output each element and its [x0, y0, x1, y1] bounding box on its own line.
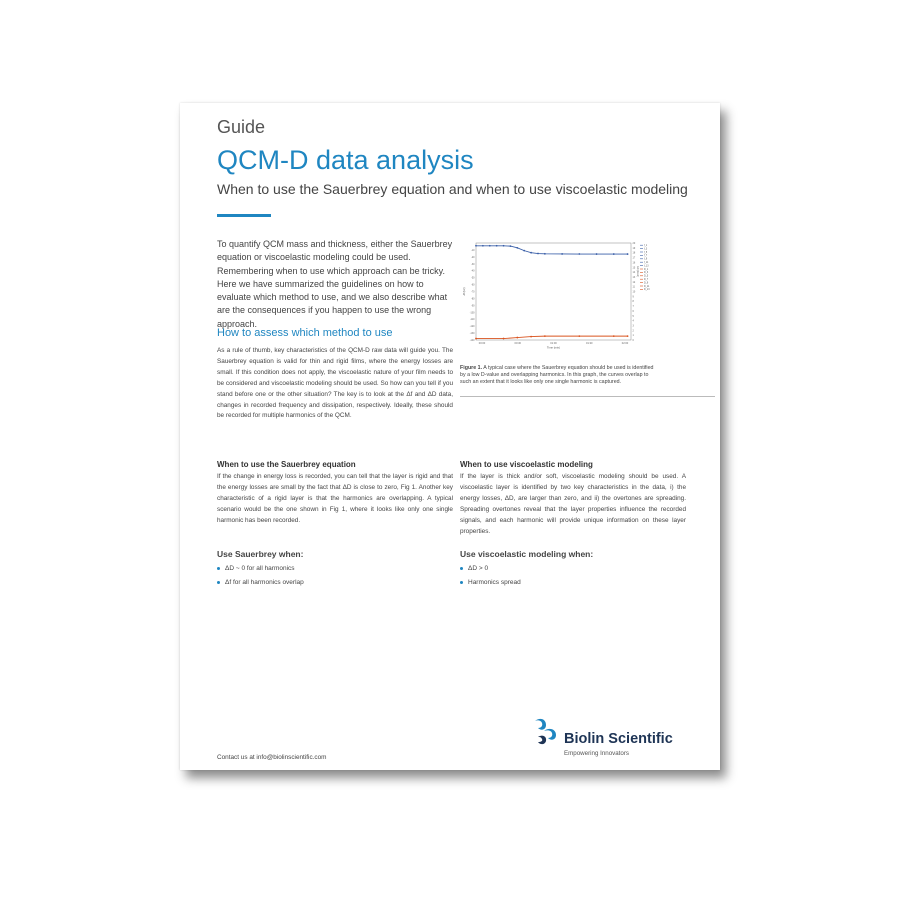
- bullet-text: Harmonics spread: [468, 579, 521, 586]
- figure-caption-label: Figure 1.: [460, 365, 483, 371]
- data-point: [503, 338, 505, 340]
- y-tick-label: -100: [469, 311, 475, 315]
- y2-tick-label: 12: [632, 280, 636, 284]
- y2-tick-label: 7: [632, 305, 634, 309]
- data-point: [516, 247, 518, 249]
- y2-tick-label: 14: [632, 271, 636, 275]
- legend-entry: D_11: [644, 285, 650, 288]
- figure-caption-text: A typical case where the Sauerbrey equation should be used is identified by a low D-value and overlapping harmonics. In this graph, the curves overlap to such an extent that it looks like only one single harmonic is captured.: [460, 365, 654, 385]
- figure-chart: [460, 239, 658, 351]
- list-item: [460, 579, 521, 586]
- data-point: [537, 253, 539, 255]
- y-tick-label: -20: [471, 255, 475, 259]
- data-point: [496, 245, 498, 247]
- legend-entry: D_9: [644, 282, 649, 285]
- bullet-icon: [217, 567, 220, 570]
- viscoelastic-bullets: [460, 565, 521, 593]
- y2-tick-label: 15: [632, 266, 636, 270]
- data-point: [544, 335, 546, 337]
- guide-label: Guide: [217, 117, 266, 137]
- y2-tick-label: 8: [632, 300, 634, 304]
- data-point: [482, 245, 484, 247]
- x-tick-label: 00:00: [478, 342, 486, 345]
- data-point: [613, 253, 615, 255]
- use-viscoelastic-heading: Use viscoelastic modeling when:: [460, 549, 594, 559]
- logo-wordmark: Biolin Scientific: [564, 731, 673, 747]
- legend-entry: D_7: [644, 279, 649, 281]
- y2-tick-label: 10: [632, 290, 636, 294]
- y-tick-label: -120: [469, 325, 475, 329]
- bullet-icon: [460, 581, 463, 584]
- y-tick-label: -130: [469, 332, 475, 336]
- legend-entry: D_5: [644, 275, 649, 278]
- data-point: [523, 250, 525, 252]
- y-tick-label: -50: [471, 276, 475, 280]
- viscoelastic-paragraph: If the layer is thick and/or soft, viscoelastic modeling should be used. A viscoelastic layer is identified by two key characteristics in the data, i) the energy losses, ΔD, are larger than zero, and ii) the overtones are spreading. Spreading overtones reveal that the layer properties influence the recorded signals, and each harmonic will provide unique information on these layer properties.: [460, 473, 686, 535]
- contact-text: Contact us at info@biolinscientific.com: [217, 754, 327, 761]
- legend-entry: D_3: [644, 272, 649, 275]
- data-point: [489, 245, 491, 247]
- x-tick-label: 01:00: [550, 342, 557, 345]
- title-underline: [217, 214, 271, 217]
- y2-tick-label: 18: [632, 251, 636, 255]
- data-point: [530, 252, 532, 254]
- y2-tick-label: 20: [632, 242, 636, 245]
- x-tick-label: 01:30: [586, 342, 593, 345]
- y-tick-label: -60: [471, 283, 475, 287]
- legend-entry: f_9: [644, 258, 648, 261]
- bullet-icon: [460, 567, 463, 570]
- list-item: [217, 565, 304, 572]
- y-tick-label: -140: [469, 339, 475, 342]
- document-page: [180, 103, 720, 770]
- y-tick-label: -70: [471, 290, 475, 294]
- x-axis-label: Time (min): [546, 345, 561, 350]
- page-subtitle: When to use the Sauerbrey equation and when to use viscoelastic modeling: [217, 181, 688, 197]
- plot-area: [476, 243, 631, 340]
- assess-heading: How to assess which method to use: [217, 327, 393, 339]
- sauerbrey-heading: When to use the Sauerbrey equation: [217, 460, 356, 469]
- viscoelastic-heading: When to use viscoelastic modeling: [460, 460, 593, 469]
- bullet-icon: [217, 581, 220, 584]
- data-point: [561, 253, 563, 255]
- y2-tick-label: 2: [632, 329, 634, 333]
- y2-tick-label: 4: [632, 319, 634, 323]
- legend-entry: D_1: [644, 268, 649, 271]
- intro-paragraph: To quantify QCM mass and thickness, either the Sauerbrey equation or viscoelastic modeling could be used. Remembering when to use which approach can be tricky. Here we have summarized the guidelines on how to evaluate which method to use, and we also describe what are the consequences if you happen to use the wrong approach.: [217, 239, 453, 329]
- y-axis-label: Δf (Hz): [463, 287, 466, 296]
- y2-tick-label: 5: [632, 314, 634, 318]
- y2-tick-label: 9: [632, 295, 634, 299]
- data-point: [475, 338, 477, 340]
- y2-tick-label: 13: [632, 275, 636, 279]
- y-tick-label: -80: [471, 297, 475, 301]
- data-point: [578, 253, 580, 255]
- company-logo: [530, 715, 710, 765]
- data-point: [596, 253, 598, 255]
- sauerbrey-paragraph: If the change in energy loss is recorded, you can tell that the layer is rigid and that the energy losses are small by the fact that ΔD is close to zero, Fig 1. Another key characteristic of a rigid layer is that the harmonics are overlapping. A typical scenario would be the one shown in Fig 1, where it looks like only one single harmonic has been recorded.: [217, 473, 453, 524]
- biolin-logo-icon: [532, 715, 562, 747]
- page-title: QCM-D data analysis: [217, 145, 474, 175]
- data-point: [544, 253, 546, 255]
- data-point: [516, 337, 518, 339]
- y2-axis-label: ΔD (1E-6): [636, 266, 639, 277]
- data-point: [475, 245, 477, 247]
- legend-entry: f_1: [644, 245, 648, 247]
- data-point: [503, 245, 505, 247]
- sauerbrey-bullets: [217, 565, 304, 593]
- data-point: [510, 245, 512, 247]
- y2-tick-label: 17: [632, 256, 636, 260]
- y-tick-label: -90: [471, 304, 475, 308]
- bullet-text: ΔD ~ 0 for all harmonics: [225, 565, 295, 572]
- y2-tick-label: 0: [632, 339, 634, 342]
- legend-entry: f_3: [644, 248, 648, 251]
- data-point: [578, 335, 580, 337]
- legend-entry: f_5: [644, 251, 648, 254]
- y2-tick-label: 3: [632, 324, 634, 328]
- y-tick-label: -10: [471, 248, 475, 252]
- legend-entry: f_7: [644, 255, 648, 258]
- y-tick-label: -110: [469, 318, 475, 322]
- y2-tick-label: 16: [632, 261, 636, 265]
- data-point: [613, 335, 615, 337]
- assess-paragraph: As a rule of thumb, key characteristics of the QCM-D raw data will guide you. The Sauerbrey equation is valid for thin and rigid films, where the energy losses are small. If this condition does not apply, the viscoelastic nature of your film needs to be considered and viscoelastic modeling should be used. So how can you tell if you stand before one or the other situation? The key is to look at the Δf and ΔD data, changes in recorded frequency and dissipation, respectively. Ideally, these should be recorded for multiple harmonics of the QCM.: [217, 347, 453, 420]
- legend-entry: f_11: [644, 262, 649, 264]
- data-point: [627, 335, 629, 337]
- y-tick-label: -30: [471, 262, 475, 266]
- legend-entry: D_13: [644, 289, 650, 292]
- figure-caption: [460, 365, 660, 386]
- list-item: [217, 579, 304, 586]
- y-tick-label: -40: [471, 269, 475, 273]
- y2-tick-label: 6: [632, 309, 634, 313]
- bullet-text: ΔD > 0: [468, 565, 489, 572]
- figure-divider: [460, 396, 715, 397]
- bullet-text: Δf for all harmonics overlap: [225, 579, 304, 586]
- use-sauerbrey-heading: Use Sauerbrey when:: [217, 549, 304, 559]
- y2-tick-label: 11: [632, 285, 635, 289]
- logo-tagline: Empowering Innovators: [564, 750, 630, 757]
- x-tick-label: 00:30: [514, 342, 521, 345]
- data-point: [530, 336, 532, 338]
- x-tick-label: 02:00: [621, 342, 629, 345]
- legend-entry: f_13: [644, 265, 649, 268]
- data-point: [627, 253, 629, 255]
- y2-tick-label: 19: [632, 246, 636, 250]
- y2-tick-label: 1: [632, 334, 634, 338]
- list-item: [460, 565, 521, 572]
